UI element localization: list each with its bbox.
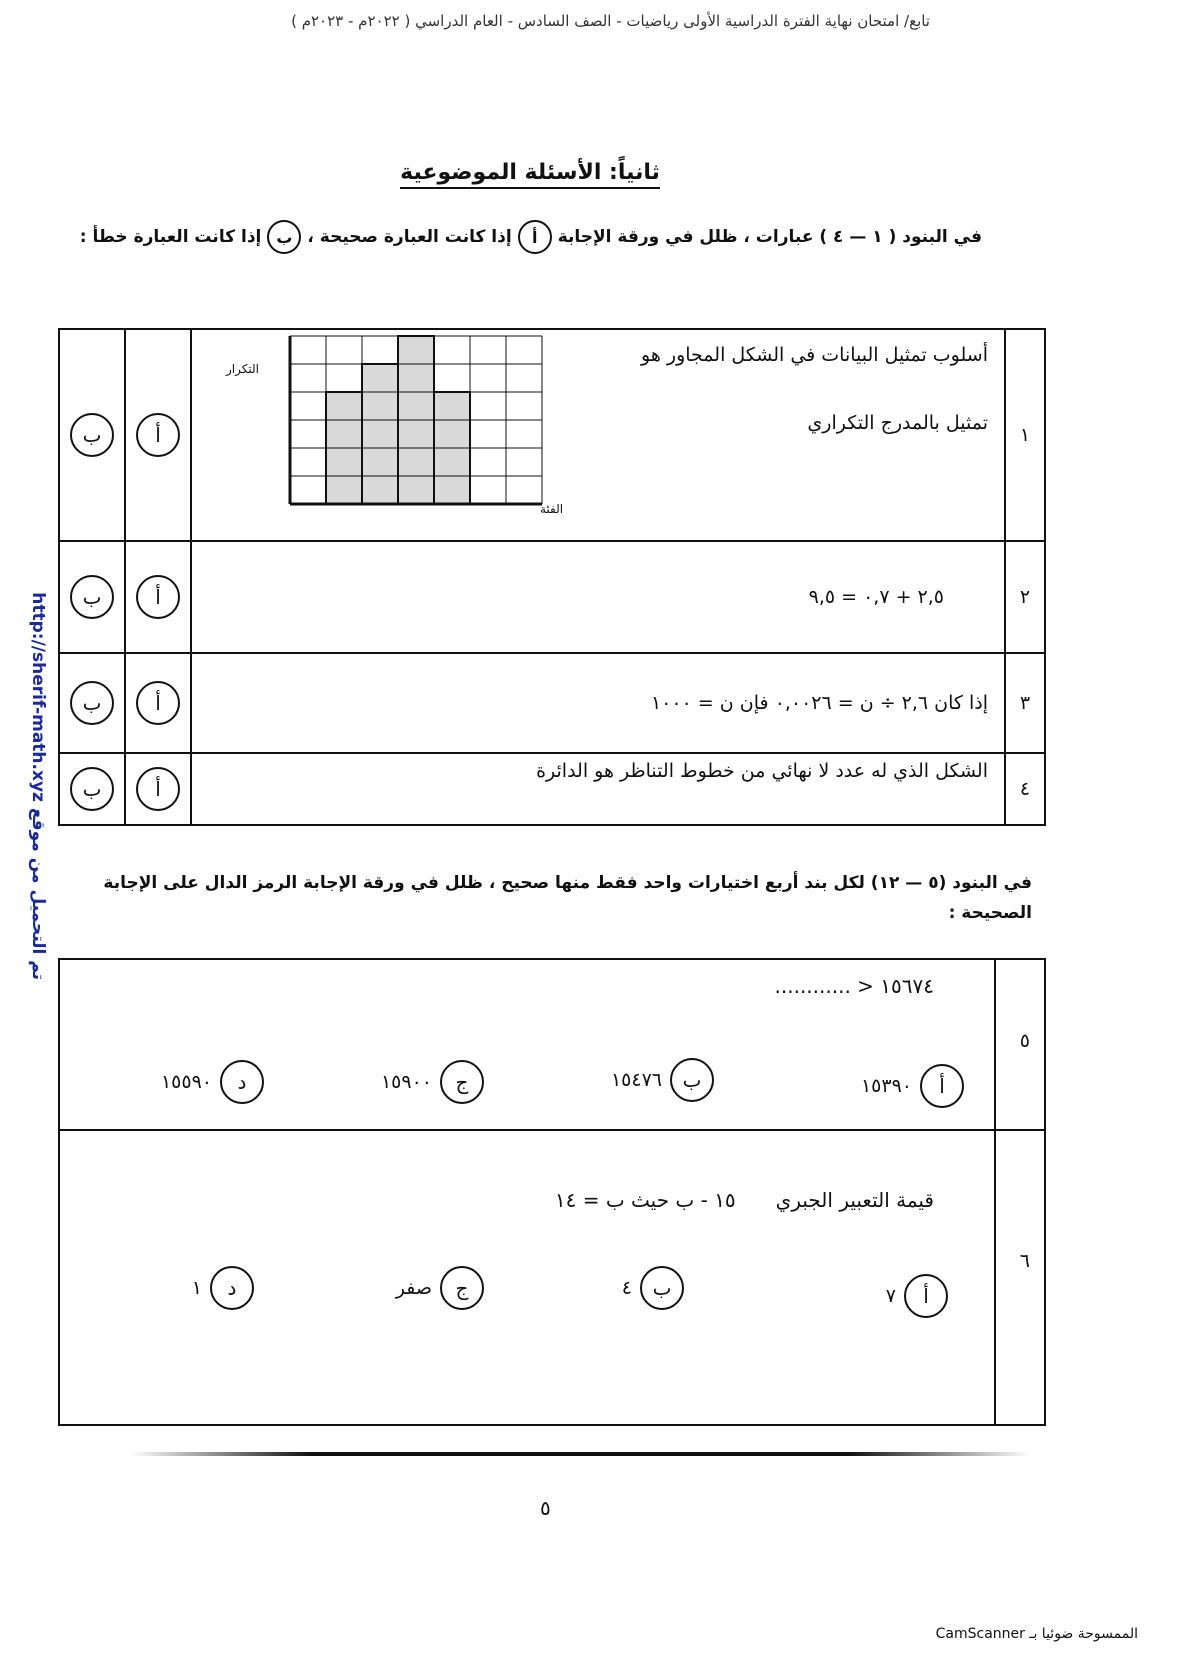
answer-cell-b [59, 541, 125, 653]
tf-instructions [70, 220, 982, 254]
question-number: ٥ [1019, 1030, 1030, 1052]
question-4-text: الشكل الذي له عدد لا نهائي من خطوط التناظر هو الدائرة [191, 753, 1005, 825]
question-1-line2: تمثيل بالمدرج التكراري [807, 412, 988, 434]
option-d-circle[interactable]: د [220, 1060, 264, 1104]
answer-cell-b [59, 753, 125, 825]
option-a-circle[interactable]: أ [904, 1274, 948, 1318]
option-a-circle[interactable]: أ [136, 413, 180, 457]
section-title [380, 160, 680, 185]
question-number: ٢ [1005, 541, 1045, 653]
option-b-circle[interactable]: ب [70, 767, 114, 811]
option-a-circle[interactable]: أ [136, 767, 180, 811]
footer-divider [130, 1452, 1030, 1456]
question-number: ٤ [1005, 753, 1045, 825]
tf-row [59, 541, 1045, 653]
mc-option[interactable] [396, 1266, 484, 1310]
exam-header: تابع/ امتحان نهاية الفترة الدراسية الأولى رياضيات - الصف السادس - العام الدراسي ( ٢٠٢٢م - ٢٠٢٣م ) [291, 12, 930, 30]
scanner-note: الممسوحة ضوئيا بـ CamScanner [935, 1626, 1138, 1642]
tf-instr-before: في البنود ( ١ — ٤ ) عبارات ، ظلل في ورقة الإجابة [557, 227, 982, 247]
answer-cell-b [59, 329, 125, 541]
histogram-bar [362, 364, 398, 504]
mc-option[interactable] [161, 1060, 264, 1104]
option-b-circle[interactable]: ب [70, 413, 114, 457]
mc-box [58, 958, 1046, 1426]
histogram [218, 334, 564, 534]
histogram-grid [288, 334, 578, 512]
mc-option[interactable] [192, 1266, 254, 1310]
mc-column-divider [994, 960, 996, 1424]
question-1-line1: أسلوب تمثيل البيانات في الشكل المجاور هو [641, 344, 988, 366]
mc-option[interactable] [861, 1064, 964, 1108]
histogram-ylabel: التكرار [226, 362, 259, 376]
option-b-circle[interactable]: ب [640, 1266, 684, 1310]
option-d-circle[interactable]: د [210, 1266, 254, 1310]
tf-row [59, 653, 1045, 753]
tf-instr-middle: إذا كانت العبارة صحيحة ، [307, 227, 512, 247]
option-a-circle[interactable]: أ [136, 681, 180, 725]
option-value: ١ [191, 1277, 202, 1299]
question-number: ٦ [1019, 1250, 1030, 1272]
option-value: ٧ [885, 1285, 896, 1307]
tf-row [59, 753, 1045, 825]
symbol-b-icon: ب [267, 220, 301, 254]
question-6-stem [555, 1188, 934, 1212]
question-2-text: ٢,٥ + ٠,٧ = ٩,٥ [191, 541, 1005, 653]
tf-row [59, 329, 1045, 541]
question-5-stem: ١٥٦٧٤ < ............ [774, 974, 934, 998]
page-number: ٥ [540, 1496, 551, 1520]
question-number: ٣ [1005, 653, 1045, 753]
answer-cell-b [59, 653, 125, 753]
tf-instr-after: إذا كانت العبارة خطأ : [79, 227, 262, 247]
question-6-expression: ١٥ - ب حيث ب = ١٤ [554, 1188, 736, 1212]
mc-option[interactable] [611, 1058, 714, 1102]
option-value: ٤ [621, 1277, 632, 1299]
answer-cell-a [125, 329, 191, 541]
option-a-circle[interactable]: أ [136, 575, 180, 619]
answer-cell-a [125, 753, 191, 825]
question-cell [191, 329, 1005, 541]
option-a-circle[interactable]: أ [920, 1064, 964, 1108]
option-value: ١٥٥٩٠ [160, 1071, 212, 1093]
option-value: ١٥٣٩٠ [860, 1075, 912, 1097]
option-value: صفر [395, 1277, 432, 1299]
option-value: ١٥٩٠٠ [380, 1071, 432, 1093]
side-watermark: تم التحميل من موقع http://sherif-math.xyz [28, 592, 48, 980]
option-b-circle[interactable]: ب [670, 1058, 714, 1102]
option-c-circle[interactable]: ج [440, 1266, 484, 1310]
histogram-xlabel: الفئة [540, 502, 564, 516]
answer-cell-a [125, 541, 191, 653]
option-b-circle[interactable]: ب [70, 575, 114, 619]
section-title-text: ثانياً: الأسئلة الموضوعية [400, 160, 660, 189]
question-3-text: إذا كان ٢,٦ ÷ ن = ٠,٠٠٢٦ فإن ن = ١٠٠٠ [191, 653, 1005, 753]
mc-option[interactable] [622, 1266, 684, 1310]
question-6-label: قيمة التعبير الجبري [775, 1188, 934, 1212]
question-number: ١ [1005, 329, 1045, 541]
option-value: ١٥٤٧٦ [610, 1069, 662, 1091]
symbol-a-icon: أ [518, 220, 552, 254]
mc-row-divider [60, 1129, 1044, 1131]
mc-option[interactable] [381, 1060, 484, 1104]
answer-cell-a [125, 653, 191, 753]
mc-instructions: في البنود (٥ — ١٢) لكل بند أربع اختيارات واحد فقط منها صحيح ، ظلل في ورقة الإجابة الرمز الدال على الإجابة الصحيحة : [103, 873, 1032, 923]
option-c-circle[interactable]: ج [440, 1060, 484, 1104]
option-b-circle[interactable]: ب [70, 681, 114, 725]
mc-option[interactable] [886, 1274, 948, 1318]
tf-table [58, 328, 1046, 826]
